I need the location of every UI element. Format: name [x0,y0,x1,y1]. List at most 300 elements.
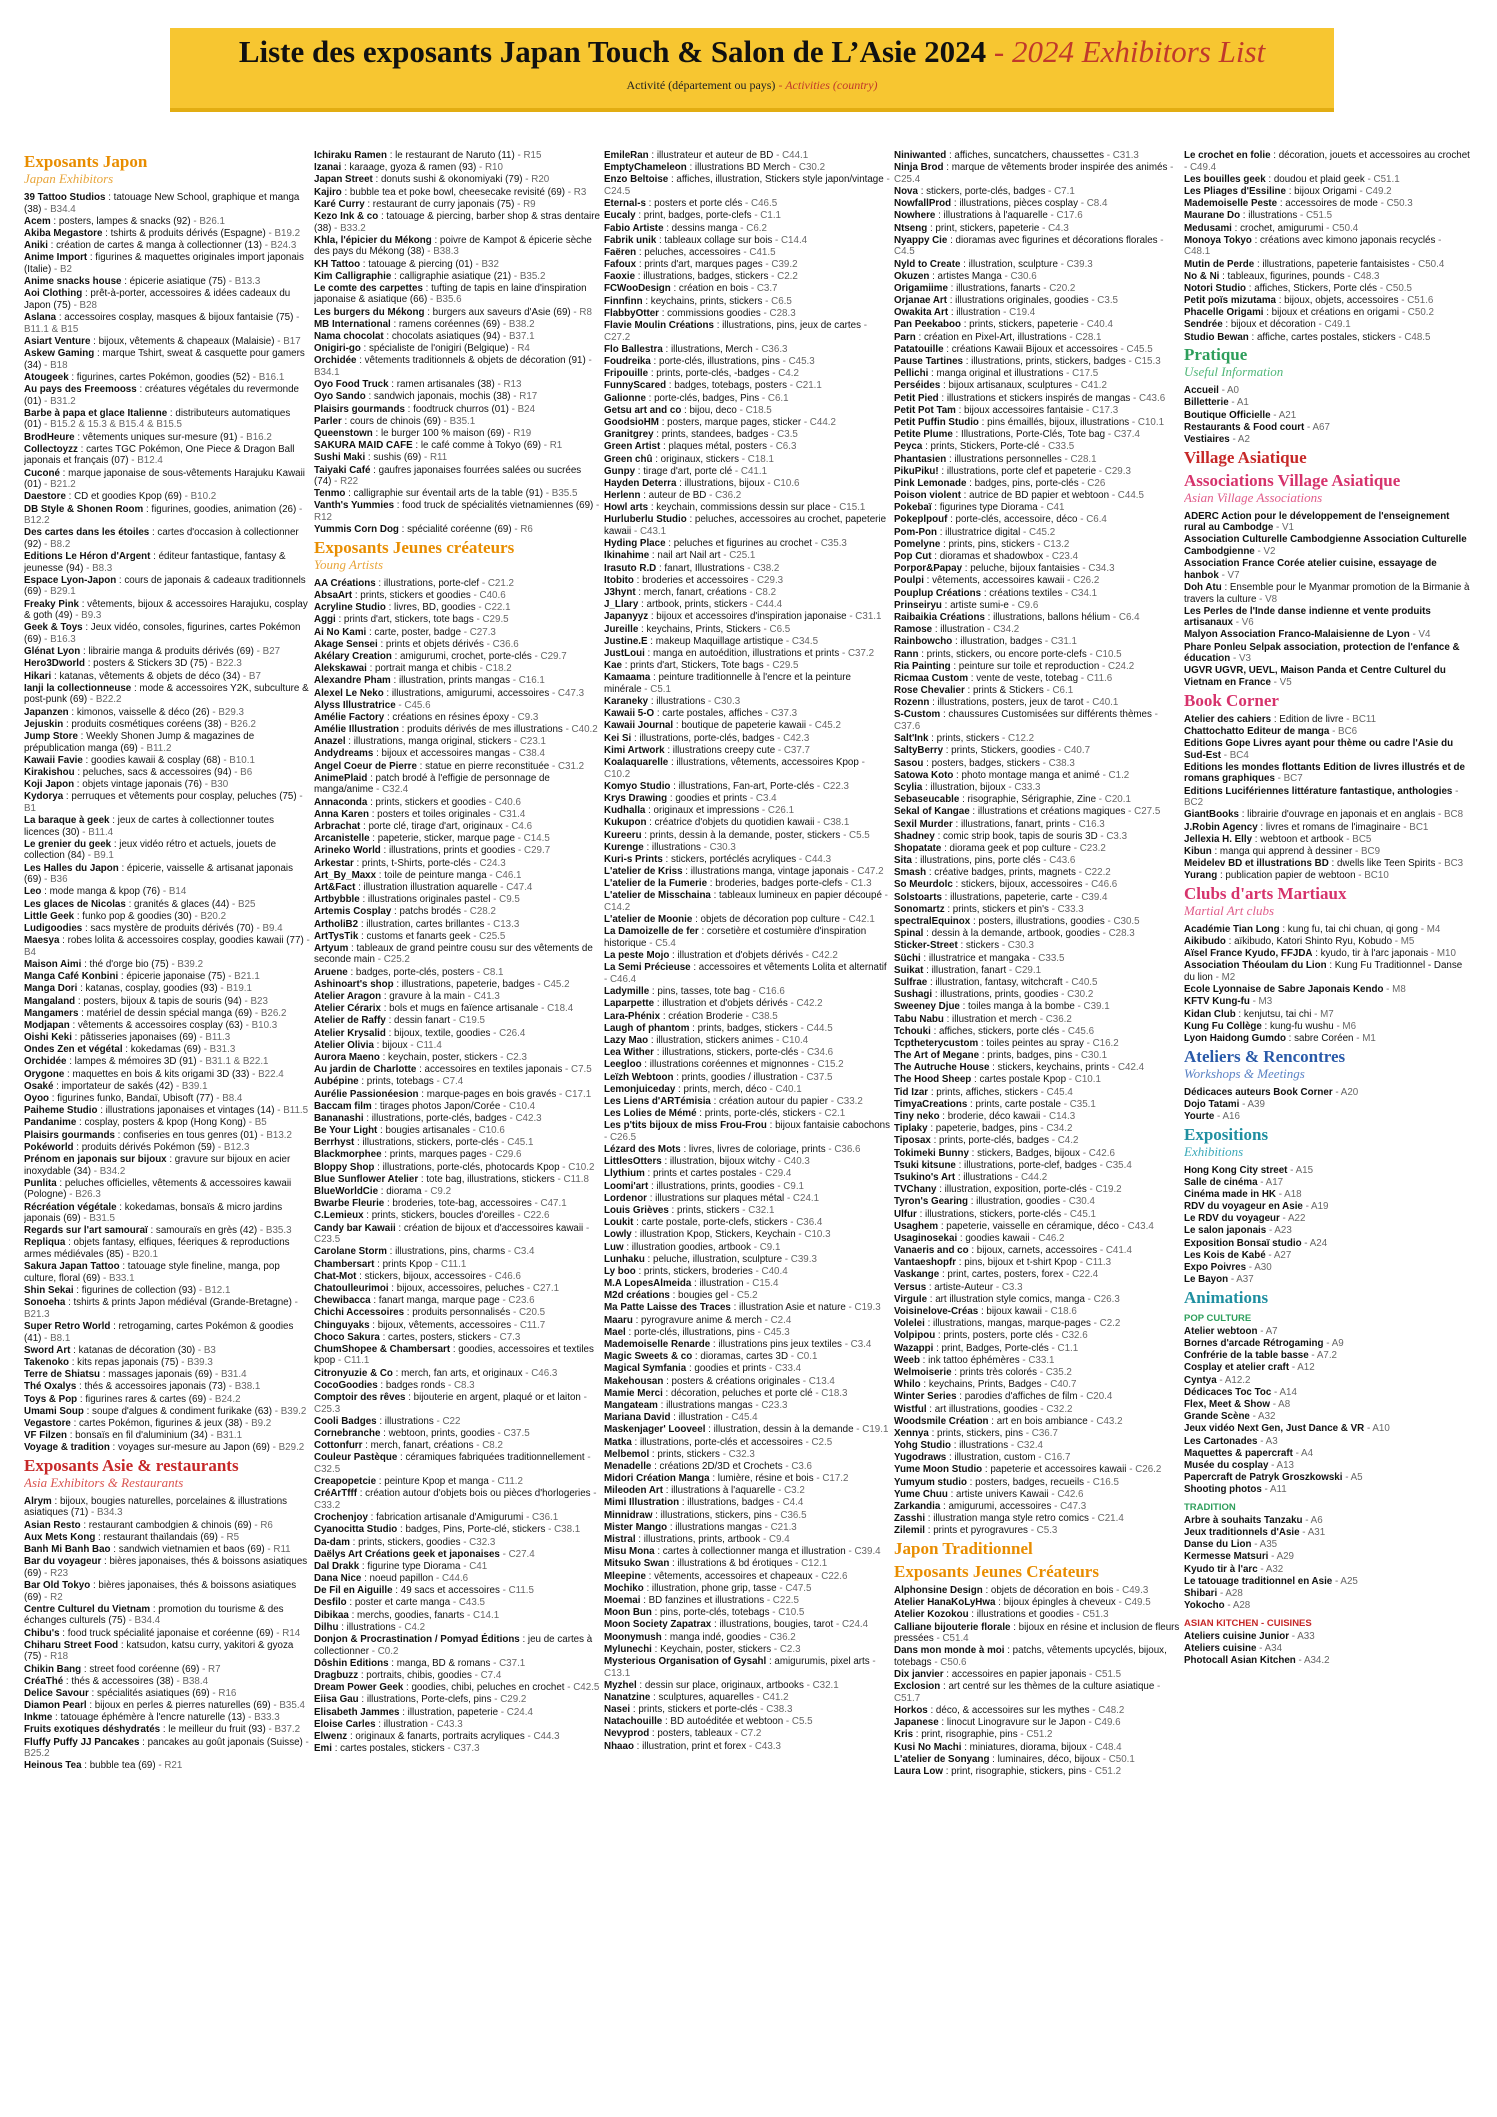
exhibitor-entry [894,1233,1180,1245]
stand-number: - C24.4 [498,1706,533,1718]
exhibitor-activity: : vêtements, accessoires kawaii [923,575,1065,587]
exhibitor-activity: : prints, marques pages [381,1149,487,1161]
exhibitor-entry [604,1205,890,1217]
exhibitor-name: Sonoeha [24,1297,66,1309]
exhibitor-activity: : créations en résines époxy [384,711,509,723]
exhibitor-entry [604,550,890,562]
exhibitor-entry [314,833,600,845]
exhibitor-activity: : statue en pierre reconstituée [416,760,550,772]
exhibitor-activity: : parodies d'affiches de film [956,1391,1078,1403]
stand-number: - C44.3 [524,1730,560,1742]
stand-number: - C36.7 [1023,1427,1058,1439]
exhibitor-entry [604,1084,890,1096]
exhibitor-activity: : foodtruck churros (01) [404,403,509,415]
stand-number: - C41 [460,1560,488,1572]
exhibitor-entry [604,1229,890,1241]
exhibitor-entry [24,468,310,491]
exhibitor-entry [314,452,600,464]
stand-number: - C34.3 [1079,563,1115,575]
stand-number: - B26.1 [190,215,225,227]
exhibitor-entry [314,1015,600,1027]
exhibitor-name: Banh Mi Banh Bao [24,1544,111,1556]
exhibitor-name: Dôshin Editions [314,1657,389,1669]
stand-number: - C43.1 [631,526,667,538]
exhibitor-activity: : stickers [957,940,1000,952]
exhibitor-activity: : prints, merch, déco [675,1083,767,1095]
stand-number: - B11.2 [137,742,172,754]
exhibitor-name: Shooting photos [1184,1484,1262,1496]
exhibitor-entry [894,819,1180,831]
exhibitor-name: Chattochatto Editeur de manga [1184,725,1330,737]
exhibitor-activity: : bijoux fantaisie cabochons [766,1120,890,1132]
exhibitor-entry [604,1047,890,1059]
exhibitor-name: Moon Bun [604,1607,652,1619]
exhibitor-name: Pokebaï [894,502,932,514]
exhibitor-entry [1184,1238,1470,1250]
exhibitor-activity: : bubble tea et poke bowl, cheesecake revisité (69) [341,186,566,198]
exhibitor-name: Ntseng [894,222,928,234]
exhibitor-entry [894,405,1180,417]
exhibitor-entry [24,1556,310,1579]
exhibitor-entry [314,1040,600,1052]
exhibitor-entry [604,490,890,502]
exhibitor-name: Fluffy Puffy JJ Pancakes [24,1736,140,1748]
exhibitor-entry [1184,307,1470,319]
stand-number: - C10.2 [604,757,865,780]
exhibitor-entry [894,1184,1180,1196]
exhibitor-activity: : patch brodé à l'effigie de personnage de manga/anime [314,772,550,796]
exhibitor-name: Daestore [24,491,66,503]
exhibitor-entry [894,1099,1180,1111]
stand-number: - A34.2 [1295,1655,1330,1667]
stand-number: - B35.6 [427,294,462,306]
exhibitor-name: Creapopetcie [314,1476,377,1488]
exhibitor-name: Ashinoart's shop [314,978,394,990]
stand-number: - B30 [202,779,229,791]
exhibitor-name: Ai No Kami [314,626,367,638]
exhibitor-entry [314,1682,600,1694]
stand-number: - C41.2 [753,1691,789,1703]
exhibitor-entry [1184,397,1470,409]
exhibitor-name: Mael [604,1326,626,1338]
exhibitor-activity: : diorama [378,1186,422,1198]
exhibitor-activity: : artistes Manga [929,270,1002,282]
stand-number: - C24.3 [470,857,506,869]
exhibitor-name: Loukit [604,1217,634,1229]
exhibitor-activity: : pins émaillés, bijoux, illustrations [978,416,1130,428]
exhibitor-activity: : accessoires cosplay, masques & bijoux fantaisie (75) [56,312,294,324]
stand-number: - C22.3 [814,780,849,792]
stand-number: - C3.3 [993,1281,1023,1293]
exhibitor-entry [24,1081,310,1093]
stand-number: - C17.1 [556,1088,592,1100]
stand-number: - C19.5 [450,1015,485,1027]
exhibitor-activity: : Keychain, poster, stickers [651,1643,772,1655]
page-subtitle [170,78,1334,93]
exhibitor-name: Maison Aimi [24,958,82,970]
stand-number: - A8 [1270,1398,1291,1410]
stand-number: - C50.3 [1377,198,1413,210]
exhibitor-entry [894,1513,1180,1525]
exhibitor-entry [314,979,600,991]
exhibitor-activity: : bières japonaises, thés & boissons asiatiques (69) [24,1580,297,1603]
exhibitor-entry [894,612,1180,624]
exhibitor-entry [894,879,1180,891]
exhibitor-entry [894,794,1180,806]
exhibitor-activity: : broderie, déco kawaii [939,1111,1041,1123]
exhibitor-name: Satowa Koto [894,769,954,781]
stand-number: - C51.6 [1398,295,1434,307]
stand-number: - C36.3 [752,343,788,355]
stand-number: - C45.3 [779,356,815,367]
stand-number: - A39 [1239,1098,1265,1110]
exhibitor-entry [1184,1631,1470,1643]
stand-number: - C32.1 [739,1204,775,1216]
exhibitor-name: EmileRan [604,150,649,161]
exhibitor-entry [894,527,1180,539]
exhibitor-activity: : illustrations BD Merch [686,162,791,174]
stand-number: - C40.6 [470,590,506,602]
section-title: Associations Village Asiatique [1184,470,1401,490]
exhibitor-entry [894,1367,1180,1379]
stand-number: - C5.3 [1027,1525,1058,1537]
exhibitor-entry [604,393,890,405]
exhibitor-activity: : peluches officielles, vêtements & accessoires kawaii (Pologne) [24,1177,292,1201]
stand-number: - C23.6 [499,1295,535,1307]
exhibitor-entry [894,1754,1180,1766]
exhibitor-entry [604,1168,890,1180]
stand-number: - BC8 [1435,809,1464,821]
stand-number: - B13.2 [257,1129,292,1141]
stand-number: - C3.4 [505,1246,535,1258]
exhibitor-name: Khla, l'épicier du Mékong [314,234,432,246]
exhibitor-name: Horkos [894,1705,928,1717]
exhibitor-activity: : tableaux de grand peintre cousu sur des vêtements de seconde main [314,942,593,966]
section-title-en: Asia Exhibitors & Restaurants [24,1474,184,1490]
exhibitor-entry [894,1074,1180,1086]
exhibitor-name: Tiplaky [894,1123,928,1135]
exhibitor-name: Sword Art [24,1344,71,1356]
exhibitor-entry [314,1380,600,1392]
stand-number: - C5.4 [646,938,676,950]
exhibitor-activity: : prints, totebags [358,1076,434,1088]
exhibitor-entry [894,223,1180,235]
exhibitor-entry [894,745,1180,757]
exhibitor-name: Aïsel France Kyudo, FFJDA [1184,948,1313,960]
exhibitor-entry [314,1137,600,1149]
exhibitor-activity: : boutique de papeterie kawaii [673,720,807,732]
exhibitor-activity: : thés & accessoires japonais (73) [76,1381,227,1393]
stand-number: - B29.2 [269,1442,305,1454]
exhibitor-entry [894,551,1180,563]
exhibitor-entry [894,393,1180,405]
stand-number: - C20.2 [1040,282,1076,294]
exhibitor-entry [604,745,890,757]
exhibitor-entry [314,700,600,712]
stand-number: - C51.1 [1364,173,1400,185]
exhibitor-entry [314,1283,600,1295]
exhibitor-name: BrodHeure [24,431,75,443]
exhibitor-name: Spinal [894,928,924,940]
exhibitor-name: Delice Savour [24,1687,89,1699]
exhibitor-name: TimyaCreations [894,1098,968,1110]
exhibitor-entry [24,228,310,240]
exhibitor-name: Inkme [24,1712,53,1724]
exhibitor-entry [1184,936,1470,948]
exhibitor-activity: : illustration Asie et nature [730,1302,846,1314]
stand-number: - C22.4 [1063,1269,1099,1281]
exhibitor-entry [1184,1411,1470,1423]
exhibitor-name: Crochenjoy [314,1512,368,1524]
stand-number: - C37.1 [490,1657,526,1669]
exhibitor-entry [894,697,1180,709]
exhibitor-entry [314,1670,600,1682]
exhibitor-name: Fabrik unik [604,234,657,246]
exhibitor-activity: : illustrations, bougies, tarot [711,1619,834,1631]
exhibitor-activity: : webtoon et artbook [1252,833,1344,845]
exhibitor-name: Eiisa Gau [314,1694,359,1706]
exhibitor-entry [24,288,310,311]
exhibitor-entry [604,611,890,623]
exhibitor-entry [314,809,600,821]
exhibitor-name: Récréation végétale [24,1201,117,1213]
exhibitor-name: L'atelier de Moonie [604,914,693,926]
exhibitor-entry [604,247,890,259]
exhibitor-activity: : illustrations, Porte-clefs, pins [358,1694,492,1706]
exhibitor-entry [894,770,1180,782]
exhibitor-name: Aruene [314,966,348,978]
exhibitor-activity: : sacs mystère de produits dérivés (70) [82,922,254,934]
exhibitor-activity: : accessoires et vêtements Lolita et alternatif [690,962,887,974]
exhibitor-activity: : posters, lampes & snacks (92) [50,215,191,227]
exhibitor-activity: : figurines, cartes Pokémon, goodies (52) [68,371,250,383]
stand-number: - C32.1 [803,1679,839,1691]
exhibitor-name: Salle de cinéma [1184,1176,1258,1188]
exhibitor-entry [24,1237,310,1260]
exhibitor-name: Nyld to Create [894,258,961,270]
exhibitor-name: Artemis Cosplay [314,906,392,918]
exhibitor-entry [314,1307,600,1319]
exhibitor-entry [1184,726,1470,738]
stand-number: - M8 [1383,984,1406,996]
stand-number: - BC10 [1355,870,1389,882]
exhibitor-entry [894,989,1180,1001]
exhibitor-activity: : figurines, goodies, animation (26) [143,503,297,515]
exhibitor-entry [894,1014,1180,1026]
exhibitor-name: Cosplay et atelier craft [1184,1362,1290,1374]
exhibitor-activity: : illustrations et stickers inspirés de mangas [938,392,1131,404]
exhibitor-name: Chiharu Street Food [24,1639,119,1651]
stand-number: - BC4 [1221,749,1249,761]
exhibitor-name: Aurélie Passionéesion [314,1088,419,1100]
exhibitor-entry [24,1406,310,1418]
section-title: Exposants Jeunes Créateurs [894,1562,1099,1581]
exhibitor-activity: : papeterie, vaisselle en céramique, déco [938,1220,1119,1232]
exhibitor-activity: : objets de décoration pop culture [692,914,840,926]
stand-number: - C8.2 [473,1440,503,1452]
exhibitor-activity: : manga en autoédition, illustrations et prints [644,647,840,659]
stand-number: - R17 [510,391,538,403]
exhibitor-activity: : prints, goodies / illustration [673,1071,798,1083]
stand-number: - BC2 [1184,785,1459,809]
stand-number: - C42.6 [1048,1488,1084,1500]
exhibitor-entry [24,1369,310,1381]
exhibitor-entry [604,648,890,660]
stand-number: - A13 [1268,1459,1294,1471]
stand-number: - C11.4 [407,1039,442,1051]
exhibitor-activity: : marque de vêtements broder inspirée des animés [943,162,1168,174]
exhibitor-activity: : illustrations, posters, jeux de tarot [929,697,1084,709]
exhibitor-activity: : burgers aux saveurs d'Asie (69) [424,306,571,318]
stand-number: - B9.3 [72,610,102,622]
stand-number: - C2.1 [815,1108,846,1120]
exhibitor-entry [604,162,890,174]
exhibitor-entry [1184,534,1470,557]
exhibitor-entry [24,911,310,923]
exhibitor-entry [604,1571,890,1583]
exhibitor-entry [314,1246,600,1258]
stand-number: - R23 [41,1567,69,1579]
exhibitor-name: Kawaii Favie [24,754,83,766]
exhibitor-activity: : tirage d'art, porte clé [635,465,733,477]
stand-number: - C26.1 [759,805,795,817]
exhibitor-activity: : prints, stickers et pin's [944,903,1049,915]
stand-number: - C41.5 [740,246,776,258]
stand-number: - C30.2 [1058,989,1094,1001]
exhibitor-entry [314,919,600,931]
exhibitor-entry [24,1628,310,1640]
exhibitor-entry [314,1585,600,1597]
exhibitor-activity: : mode manga & kpop (76) [41,886,161,898]
stand-number: - C43.4 [1118,1220,1154,1232]
exhibitor-activity: : création de bijoux et d'accessoires kawaii [395,1222,584,1234]
exhibitor-entry [314,1476,600,1488]
exhibitor-activity: : comic strip book, tapis de souris 3D [934,830,1098,842]
exhibitor-activity: : merch, fan arts, et originaux [392,1367,523,1379]
exhibitor-entry [24,504,310,527]
stand-number: - C41.1 [732,465,768,477]
exhibitor-activity: : jeu de cartes à collectionner [314,1634,593,1657]
exhibitor-activity: : miniatures, diorama, bijoux [961,1741,1087,1753]
exhibitor-entry [604,575,890,587]
stand-number: - A28 [1224,1600,1251,1612]
exhibitor-name: Mileoden Art [604,1485,663,1497]
exhibitor-entry [894,307,1180,319]
exhibitor-name: Queenstown [314,427,373,439]
exhibitor-activity: : prints, Stickers, Porte-clé [922,441,1040,453]
exhibitor-name: Yume Chuu [894,1488,948,1500]
exhibitor-entry [24,671,310,683]
exhibitor-activity: : illustrations [338,1621,396,1633]
exhibitor-entry [314,259,600,271]
exhibitor-name: J3hynt [604,586,636,598]
exhibitor-entry [1184,511,1470,534]
stand-number: - C40.1 [1083,697,1119,709]
section-heading [24,152,310,186]
exhibitor-entry [894,356,1180,368]
exhibitor-entry [314,675,600,687]
stand-number: - C17.2 [813,1473,849,1485]
exhibitor-activity: : calligraphie sur éventail arts de la table (91) [345,488,544,500]
stand-number: - C36.2 [760,1631,796,1643]
exhibitor-name: Flex, Meet & Show [1184,1398,1271,1410]
stand-number: - C41 [1037,502,1065,514]
stand-number: - C22.6 [812,1570,848,1582]
stand-number: - C9.6 [1008,599,1039,611]
exhibitor-activity: : bijoux, objets, accessoires [1276,295,1399,307]
exhibitor-entry [1184,1655,1470,1667]
exhibitor-name: Berrhyst [314,1137,355,1149]
stand-number: - C0.2 [369,1645,399,1657]
stand-number: - C20.4 [1077,1391,1113,1403]
exhibitor-entry [604,1193,890,1205]
exhibitor-name: Leegloo [604,1059,642,1071]
exhibitor-activity: : illustration [670,1412,723,1424]
exhibitor-entry [604,235,890,247]
exhibitor-name: Chat-Mot [314,1270,357,1282]
exhibitor-entry [1184,174,1470,186]
exhibitor-activity: : vente de veste, totebag [968,672,1079,684]
exhibitor-entry [24,886,310,898]
stand-number: - C45.1 [1061,1208,1096,1220]
exhibitor-name: Donjon & Procrastination / Pomyad Éditions [314,1634,520,1645]
exhibitor-activity: : illustrations pins jeux textiles [710,1339,842,1351]
stand-number: - B19.2 [265,227,301,239]
exhibitor-name: EmptyChameleon [604,162,687,174]
exhibitor-entry [894,1428,1180,1440]
stand-number: - B34.1 [314,355,592,378]
section-title-en: Workshops & Meetings [1184,1065,1305,1081]
exhibitor-name: Foudreika [604,356,651,367]
exhibitor-entry [1184,1387,1470,1399]
stand-number: - C30.2 [790,162,826,174]
exhibitor-name: Nova [894,185,918,197]
exhibitor-name: Oyo Food Truck [314,379,389,391]
exhibitor-name: Wistful [894,1403,927,1415]
exhibitor-activity: : illustrations, porte-clés, badges [631,732,775,744]
exhibitor-name: Petit Pied [894,392,939,404]
stand-number: - C26 [1078,477,1106,489]
stand-number: - B10.1 [220,754,255,766]
section-title: Exposants Jeunes créateurs [314,537,515,557]
stand-number: - C35.3 [812,538,847,550]
exhibitor-name: Sekal of Kangae [894,806,970,818]
exhibitor-activity: : badges, pins, porte-clés [966,477,1079,489]
stand-number: - C19.4 [1000,307,1036,319]
stand-number: - C32.2 [1037,1403,1073,1415]
exhibitor-name: Expo Poivres [1184,1262,1247,1274]
section-title: Expositions [1184,1124,1269,1144]
exhibitor-name: Arcanistelle [314,833,370,845]
exhibitor-entry [314,1694,600,1706]
exhibitor-name: Andydreams [314,748,374,760]
stand-number: - C18.3 [812,1387,848,1399]
exhibitor-name: Aikibudo [1184,936,1226,948]
stand-number: - B19.1 [217,983,252,995]
stand-number: - B27 [253,646,281,658]
stand-number: - R19 [504,427,532,439]
exhibitor-name: Dilhu [314,1621,339,1633]
exhibitor-activity: : artbook, prints, stickers [638,599,748,611]
exhibitor-name: Le Bayon [1184,1274,1229,1286]
exhibitor-entry [894,928,1180,940]
stand-number: - C30.3 [705,696,741,708]
exhibitor-name: Flo Ballestra [604,343,663,355]
exhibitor-activity: : portrait manga et chibis [366,663,477,675]
exhibitor-name: Voyage & tradition [24,1442,110,1454]
exhibitor-name: Jump Store [24,730,78,742]
exhibitor-activity: : plaques métal, posters [660,441,767,453]
